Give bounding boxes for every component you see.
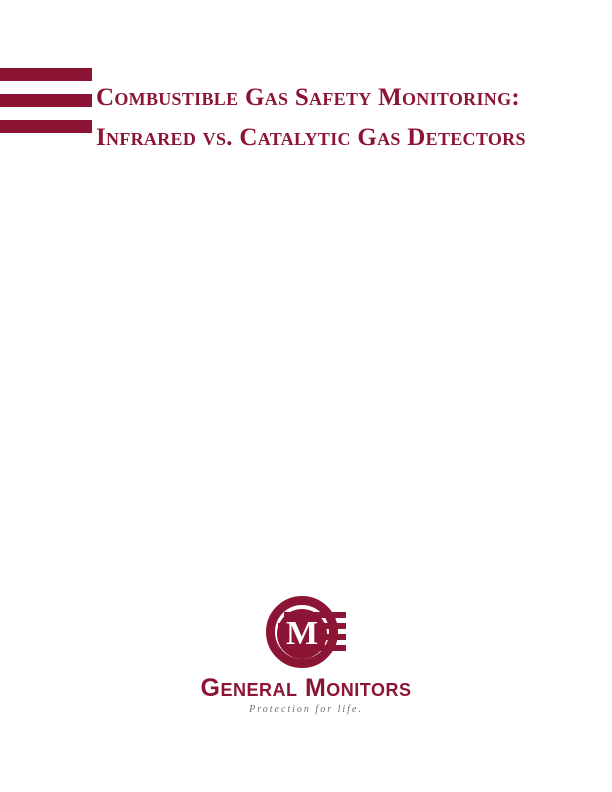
title-line-2: Infrared vs. Catalytic Gas Detectors [96,124,526,151]
header-decorative-bars [0,68,92,133]
header-bar-2 [0,94,92,107]
company-name: General Monitors [200,674,412,702]
header-bar-3 [0,120,92,133]
logo-letter-m: M [285,615,319,652]
company-logo [0,596,612,715]
general-monitors-logo-icon [258,596,354,668]
header-bar-1 [0,68,92,81]
page-title [96,78,566,158]
company-tagline: Protection for life. [249,704,363,715]
title-line-1: Combustible Gas Safety Monitoring: [96,84,521,111]
